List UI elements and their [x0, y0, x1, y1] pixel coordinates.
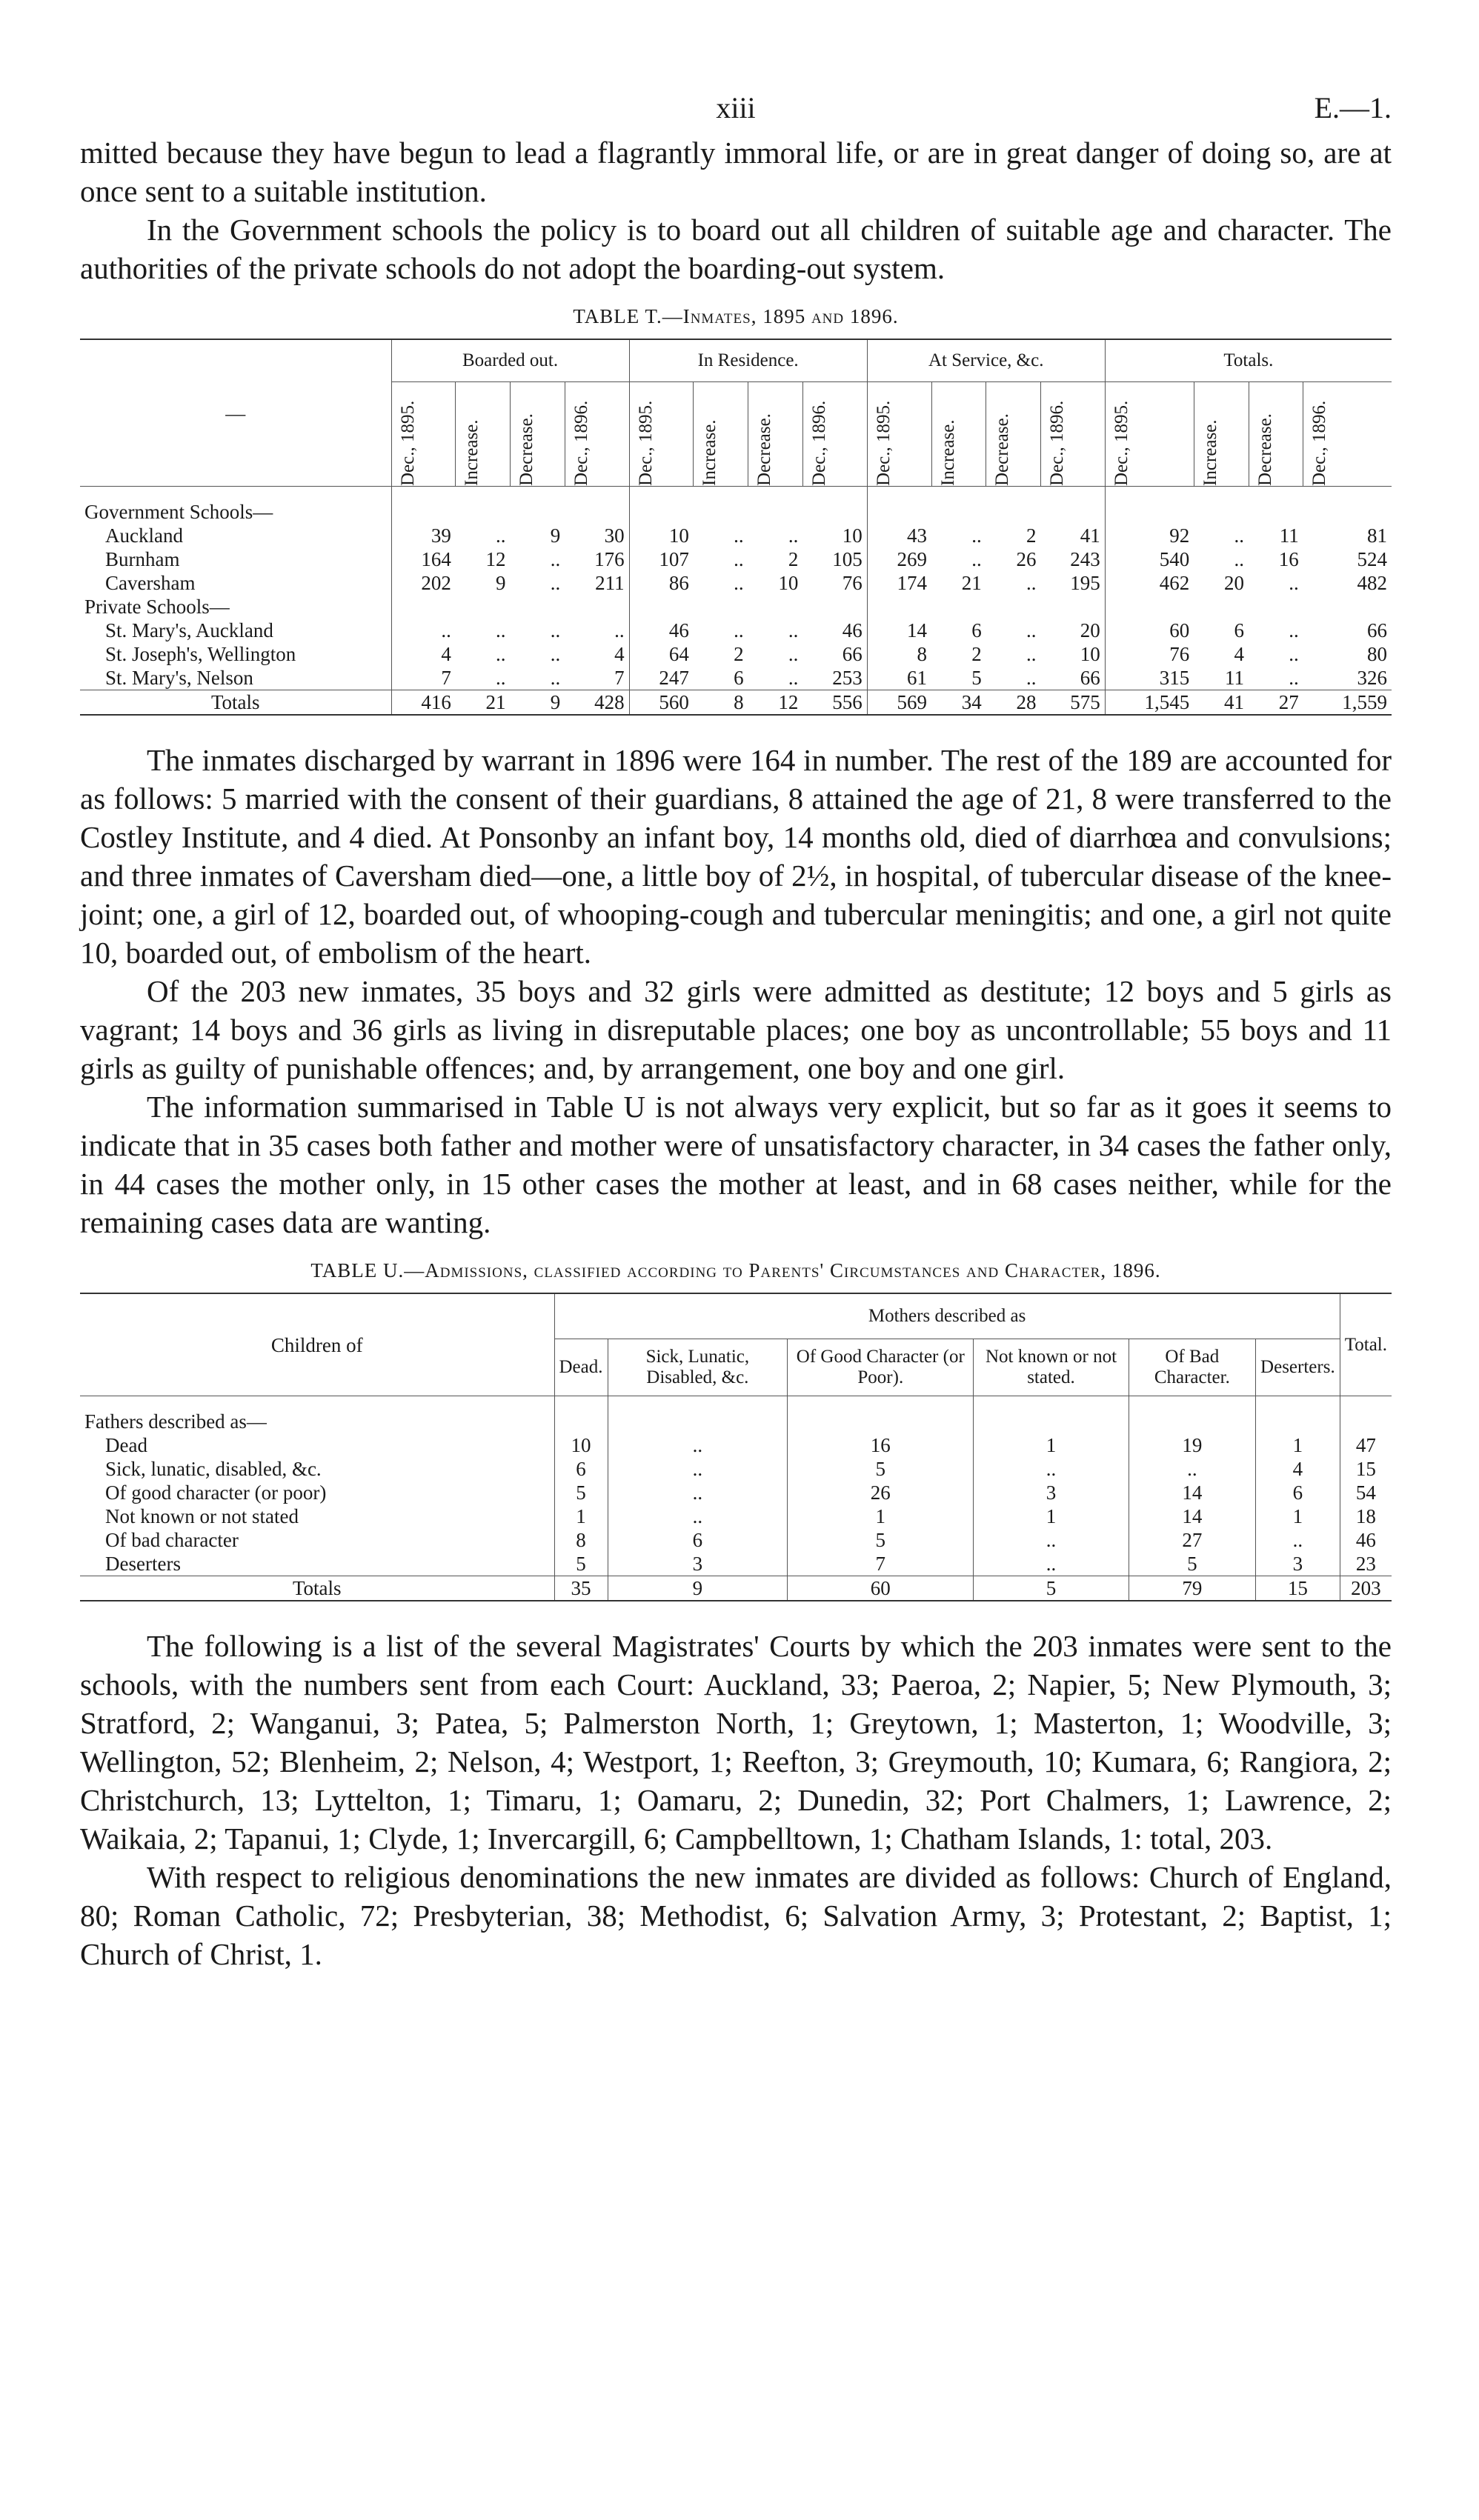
table-cell: 10: [1080, 643, 1100, 665]
table-cell: 41: [1080, 524, 1100, 547]
table-cell: 2: [734, 643, 744, 665]
table-cell: ..: [1234, 524, 1244, 547]
table-total-cell: 27: [1249, 690, 1303, 716]
table-cell: ..: [550, 619, 561, 641]
table-cell: ..: [1289, 619, 1299, 641]
table-cell: ..: [1289, 572, 1299, 594]
table-total-cell: 1,559: [1303, 690, 1392, 716]
table-cell: 7: [391, 666, 456, 690]
table-cell: ..: [496, 667, 506, 689]
table-cell: ..: [608, 1481, 788, 1504]
table-t-group-in-residence: In Residence.: [629, 339, 867, 382]
table-cell: 4: [1234, 643, 1244, 665]
table-row-label: St. Mary's, Nelson: [105, 667, 253, 689]
table-cell: 16: [788, 1433, 974, 1457]
table-row: [80, 1481, 1392, 1504]
table-row: [80, 619, 1392, 642]
table-u-fathers-label: Fathers described as—: [84, 1410, 267, 1433]
table-cell: 253: [832, 667, 863, 689]
table-row: [80, 547, 1392, 571]
table-t-caption: [80, 305, 1392, 328]
table-cell: ..: [1026, 667, 1037, 689]
table-total-cell: 12: [748, 690, 803, 716]
table-cell: ..: [614, 619, 625, 641]
table-t-subheader: [391, 382, 456, 487]
table-t-subheader: [1040, 382, 1105, 487]
table-cell: 2: [788, 548, 799, 570]
table-cell: 8: [554, 1528, 608, 1552]
table-cell: 4: [614, 643, 625, 665]
table-t-subheader-label: Dec., 1895.: [1111, 400, 1131, 486]
table-t-group-boarded-out: Boarded out.: [391, 339, 629, 382]
table-u-total-header: Total.: [1340, 1293, 1392, 1396]
table-t-subheader: [986, 382, 1041, 487]
table-cell: 20: [1080, 619, 1100, 641]
table-u-mothers-described: Mothers described as: [554, 1293, 1340, 1339]
table-section-row: [80, 1410, 1392, 1433]
table-cell: ..: [734, 572, 744, 594]
table-cell: 195: [1070, 572, 1100, 594]
table-cell: ..: [1129, 1457, 1255, 1481]
table-cell: 3: [1256, 1552, 1340, 1576]
table-cell: ..: [971, 548, 982, 570]
table-total-cell: 8: [694, 690, 748, 716]
table-total-cell: 79: [1129, 1576, 1255, 1601]
table-cell: 540: [1105, 547, 1194, 571]
table-cell: ..: [734, 524, 744, 547]
table-cell: 6: [1234, 619, 1244, 641]
table-u-caption: [80, 1259, 1392, 1282]
table-t-subheader-label: Decrease.: [516, 413, 537, 486]
table-cell: 5: [788, 1457, 974, 1481]
table-cell: 524: [1357, 548, 1387, 570]
table-cell: ..: [496, 524, 506, 547]
table-t-subheader: [1303, 382, 1392, 487]
table-total-cell: 60: [788, 1576, 974, 1601]
table-row: [80, 1433, 1392, 1457]
table-cell: 46: [842, 619, 863, 641]
table-total-cell: 41: [1194, 690, 1249, 716]
table-t: [80, 339, 1392, 716]
table-cell: 4: [391, 642, 456, 666]
table-row-label: St. Joseph's, Wellington: [105, 643, 296, 665]
table-cell: ..: [1234, 548, 1244, 570]
table-cell: ..: [974, 1457, 1129, 1481]
table-cell: 2: [1026, 524, 1037, 547]
table-u-column-header: Of Good Character (or Poor).: [788, 1339, 974, 1396]
table-cell: ..: [971, 524, 982, 547]
page: [80, 81, 1392, 1973]
table-cell: 11: [1279, 524, 1299, 547]
table-cell: ..: [734, 548, 744, 570]
table-row: [80, 524, 1392, 547]
table-cell: ..: [734, 619, 744, 641]
table-cell: ..: [1026, 572, 1037, 594]
table-t-group-totals: Totals.: [1105, 339, 1392, 382]
table-section-row: [80, 595, 1392, 619]
table-cell: 80: [1367, 643, 1387, 665]
table-row-label: Burnham: [105, 548, 180, 570]
table-cell: 14: [1129, 1504, 1255, 1528]
table-cell: 66: [1080, 667, 1100, 689]
table-cell: 326: [1357, 667, 1387, 689]
table-cell: 202: [391, 571, 456, 595]
table-row-label: Not known or not stated: [105, 1505, 299, 1527]
table-total-cell: 416: [391, 690, 456, 716]
paragraph-magistrates-courts: The following is a list of the several Magistrates' Courts by which the 203 inmates were sent to the schools, with the numbers sent from each Court: Auckland, 33; Paeroa, 2; Napier, 5; New Plymouth, 3; Stratford, 2; Wanganui, 3; Patea, 5; Palmerston North, 1; Greytown, 1; Masterton, 1; Woodville, 3; Wellington, 52; Blenheim, 2; Nelson, 4; Westport, 1; Reefton, 3; Greymouth, 10; Kumara, 6; Rangiora, 2; Christchurch, 13; Lyttelton, 1; Timaru, 1; Oamaru, 2; Dunedin, 32; Port Chalmers, 1; Lawrence, 2; Waikaia, 2; Tapanui, 1; Clyde, 1; Invercargill, 6; Campbelltown, 1; Chatham Islands, 1: total, 203.: [80, 1629, 1392, 1856]
table-cell: 164: [391, 547, 456, 571]
table-t-subheader-label: Decrease.: [1254, 413, 1275, 486]
table-cell: ..: [391, 619, 456, 642]
table-cell: 18: [1340, 1504, 1392, 1528]
table-cell: 4: [1256, 1457, 1340, 1481]
page-header: [80, 81, 1392, 133]
table-t-subheader-label: Decrease.: [992, 413, 1013, 486]
table-cell: 30: [604, 524, 625, 547]
table-row: [80, 1457, 1392, 1481]
table-t-subheader-label: Dec., 1896.: [571, 400, 591, 486]
table-cell: 6: [734, 667, 744, 689]
table-cell: 269: [867, 547, 931, 571]
table-cell: ..: [974, 1528, 1129, 1552]
table-t-subheader: [748, 382, 803, 487]
table-cell: 12: [485, 548, 506, 570]
table-cell: ..: [788, 524, 799, 547]
table-t-caption-title: Inmates, 1895 and 1896.: [682, 305, 899, 327]
table-total-cell: 1,545: [1105, 690, 1194, 716]
table-u-totals-row: [80, 1576, 1392, 1601]
table-t-totals-row: [80, 690, 1392, 716]
table-cell: ..: [608, 1457, 788, 1481]
table-u-column-header: Dead.: [554, 1339, 608, 1396]
table-cell: 60: [1105, 619, 1194, 642]
table-cell: ..: [608, 1504, 788, 1528]
table-cell: ..: [974, 1552, 1129, 1576]
table-t-subheader: [1105, 382, 1194, 487]
table-cell: ..: [1289, 667, 1299, 689]
table-cell: 2: [971, 643, 982, 665]
table-u-column-header: Deserters.: [1256, 1339, 1340, 1396]
table-cell: 176: [594, 548, 625, 570]
table-cell: ..: [788, 643, 799, 665]
table-cell: 23: [1340, 1552, 1392, 1576]
table-cell: ..: [788, 667, 799, 689]
table-cell: ..: [496, 643, 506, 665]
table-total-cell: 35: [554, 1576, 608, 1601]
table-t-dash: —: [80, 339, 391, 487]
table-cell: 64: [629, 642, 694, 666]
table-u-column-header: Not known or not stated.: [974, 1339, 1129, 1396]
table-t-subheader-label: Increase.: [699, 419, 720, 486]
table-cell: 20: [1224, 572, 1244, 594]
table-cell: 462: [1105, 571, 1194, 595]
table-cell: 66: [842, 643, 863, 665]
table-t-subheader: [1194, 382, 1249, 487]
table-cell: ..: [1289, 643, 1299, 665]
table-cell: 1: [1256, 1433, 1340, 1457]
table-t-subheader-label: Increase.: [937, 419, 958, 486]
table-row: [80, 666, 1392, 690]
table-cell: 1: [554, 1504, 608, 1528]
table-u-children-of: Children of: [80, 1293, 554, 1396]
table-row: [80, 1504, 1392, 1528]
table-row: [80, 1552, 1392, 1576]
table-cell: ..: [608, 1433, 788, 1457]
table-cell: 21: [961, 572, 982, 594]
paragraph-continuation: mitted because they have begun to lead a flagrantly immoral life, or are in great danger of doing so, are at once sent to a suitable institution.: [80, 136, 1392, 208]
table-cell: 3: [608, 1552, 788, 1576]
table-t-subheader: [456, 382, 511, 487]
table-t-subheader-label: Increase.: [1200, 419, 1220, 486]
table-cell: 5: [554, 1481, 608, 1504]
table-t-subheader-label: Decrease.: [754, 413, 775, 486]
table-total-cell: 15: [1256, 1576, 1340, 1601]
table-cell: 66: [1367, 619, 1387, 641]
table-t-subheader-label: Dec., 1895.: [397, 400, 418, 486]
table-t-subheader: [931, 382, 986, 487]
table-u-column-header: Of Bad Character.: [1129, 1339, 1255, 1396]
table-cell: 9: [550, 524, 561, 547]
table-cell: 315: [1105, 666, 1194, 690]
table-t-subheader-label: Dec., 1895.: [635, 400, 656, 486]
table-cell: 5: [1129, 1552, 1255, 1576]
table-total-cell: 28: [986, 690, 1041, 716]
table-u-column-header: Sick, Lunatic, Disabled, &c.: [608, 1339, 788, 1396]
table-cell: 10: [629, 524, 694, 547]
table-cell: ..: [550, 548, 561, 570]
table-cell: ..: [788, 619, 799, 641]
table-cell: 61: [867, 666, 931, 690]
table-total-cell: 21: [456, 690, 511, 716]
table-section-row: [80, 500, 1392, 524]
table-t-subheader: [802, 382, 867, 487]
table-gap: [80, 487, 1392, 501]
table-row: [80, 1528, 1392, 1552]
table-t-subheader: [629, 382, 694, 487]
table-cell: ..: [1026, 643, 1037, 665]
table-cell: 8: [867, 642, 931, 666]
table-total-cell: 9: [608, 1576, 788, 1601]
table-row-label: St. Mary's, Auckland: [105, 619, 273, 641]
table-cell: 92: [1105, 524, 1194, 547]
table-t-subheader: [1249, 382, 1303, 487]
table-row-label: Of bad character: [105, 1529, 239, 1551]
table-total-cell: 5: [974, 1576, 1129, 1601]
table-cell: 7: [788, 1552, 974, 1576]
table-row-label: Of good character (or poor): [105, 1481, 327, 1504]
table-cell: 27: [1129, 1528, 1255, 1552]
table-cell: 46: [1340, 1528, 1392, 1552]
table-cell: 5: [971, 667, 982, 689]
table-cell: 76: [1105, 642, 1194, 666]
table-cell: 107: [629, 547, 694, 571]
table-cell: 1: [1256, 1504, 1340, 1528]
table-cell: 39: [391, 524, 456, 547]
table-u-caption-title: Admissions, classified according to Parents' Circumstances and Character, 1896.: [425, 1259, 1161, 1281]
paragraph-new-inmates: Of the 203 new inmates, 35 boys and 32 girls were admitted as destitute; 12 boys and 5 girls as vagrant; 14 boys and 36 girls as living in disreputable places; one boy as uncontrollable; 55 boys and 11 girls as guilty of punishable offences; and, by arrangement, one boy and one girl.: [80, 974, 1392, 1085]
table-gap: [80, 1396, 1392, 1410]
table-cell: ..: [550, 667, 561, 689]
page-number: xiii: [716, 91, 756, 124]
table-cell: 16: [1278, 548, 1299, 570]
table-t-subheader-label: Dec., 1896.: [808, 400, 829, 486]
table-cell: 54: [1340, 1481, 1392, 1504]
table-cell: 10: [554, 1433, 608, 1457]
table-cell: 10: [778, 572, 799, 594]
table-row-label: Sick, lunatic, disabled, &c.: [105, 1458, 322, 1480]
table-cell: 15: [1340, 1457, 1392, 1481]
table-total-cell: 34: [931, 690, 986, 716]
table-total-cell: 203: [1340, 1576, 1392, 1601]
table-cell: 11: [1225, 667, 1244, 689]
table-cell: 14: [1129, 1481, 1255, 1504]
table-row-label: Caversham: [105, 572, 196, 594]
table-row-label: Auckland: [105, 524, 183, 547]
table-cell: 243: [1070, 548, 1100, 570]
table-total-cell: 428: [565, 690, 629, 716]
table-row-label: Dead: [105, 1434, 147, 1456]
table-row-label: Deserters: [105, 1553, 181, 1575]
table-cell: 1: [788, 1504, 974, 1528]
table-u-totals-label: Totals: [80, 1576, 554, 1601]
table-t-subheader-label: Dec., 1896.: [1046, 400, 1067, 486]
table-cell: 5: [788, 1528, 974, 1552]
table-cell: 47: [1340, 1433, 1392, 1457]
table-cell: ..: [496, 619, 506, 641]
table-cell: ..: [1026, 619, 1037, 641]
table-cell: 174: [867, 571, 931, 595]
table-t-subheader: [867, 382, 931, 487]
table-cell: 211: [595, 572, 625, 594]
table-t-subheader: [694, 382, 748, 487]
table-cell: 26: [788, 1481, 974, 1504]
table-cell: 76: [842, 572, 863, 594]
table-cell: 6: [554, 1457, 608, 1481]
table-cell: 10: [842, 524, 863, 547]
table-cell: 6: [1256, 1481, 1340, 1504]
table-cell: ..: [1256, 1528, 1340, 1552]
paragraph-boarding-policy: In the Government schools the policy is to board out all children of suitable age and character. The authorities of the private schools do not adopt the boarding-out system.: [80, 213, 1392, 285]
table-t-subheader-label: Increase.: [462, 419, 482, 486]
table-cell: 5: [554, 1552, 608, 1576]
table-cell: ..: [550, 643, 561, 665]
paragraph-table-u-summary: The information summarised in Table U is not always very explicit, but so far as it goes it seems to indicate that in 35 cases both father and mother were of unsatisfactory character, in 34 cases the father only, in 44 cases the mother only, in 15 other cases the mother at least, and in 68 cases neither, while for the remaining cases data are wanting.: [80, 1090, 1392, 1239]
table-cell: 3: [974, 1481, 1129, 1504]
table-t-caption-prefix: TABLE T.—: [573, 305, 683, 327]
table-t-section-government: Government Schools—: [84, 501, 273, 523]
table-t-group-at-service: At Service, &c.: [867, 339, 1105, 382]
table-cell: 6: [608, 1528, 788, 1552]
table-total-cell: 569: [867, 690, 931, 716]
table-t-subheader: [511, 382, 565, 487]
table-total-cell: 575: [1040, 690, 1105, 716]
table-cell: 46: [629, 619, 694, 642]
table-cell: 26: [1016, 548, 1037, 570]
table-cell: 43: [867, 524, 931, 547]
table-cell: 247: [629, 666, 694, 690]
table-u: [80, 1293, 1392, 1601]
table-cell: 1: [974, 1504, 1129, 1528]
table-cell: 9: [496, 572, 506, 594]
table-total-cell: 9: [511, 690, 565, 716]
table-cell: 19: [1129, 1433, 1255, 1457]
table-cell: 7: [614, 667, 625, 689]
table-cell: 86: [629, 571, 694, 595]
table-t-subheader-label: Dec., 1896.: [1309, 400, 1330, 486]
paragraph-discharged: The inmates discharged by warrant in 1896 were 164 in number. The rest of the 189 are accounted for as follows: 5 married with the consent of their guardians, 8 attained the age of 21, 8 were transferred to the Costley Institute, and 4 died. At Ponsonby an infant boy, 14 months old, died of diarrhœa and convulsions; and three inmates of Caversham died—one, a little boy of 2½, in hospital, of tubercular disease of the knee-joint; one, a girl of 12, boarded out, of whooping-cough and tubercular meningitis; and one, a girl not quite 10, boarded out, of embolism of the heart.: [80, 743, 1392, 970]
table-t-subheader-label: Dec., 1895.: [873, 400, 894, 486]
table-t-subheader: [565, 382, 629, 487]
table-t-section-private: Private Schools—: [84, 596, 230, 618]
table-row: [80, 571, 1392, 595]
table-cell: 1: [974, 1433, 1129, 1457]
table-total-cell: 556: [802, 690, 867, 716]
paragraph-religious-denominations: With respect to religious denominations the new inmates are divided as follows: Church of England, 80; Roman Catholic, 72; Presbyterian, 38; Methodist, 6; Salvation Army, 3; Protestant, 2; Baptist, 1; Church of Christ, 1.: [80, 1860, 1392, 1971]
table-total-cell: 560: [629, 690, 694, 716]
table-cell: ..: [550, 572, 561, 594]
table-cell: 14: [867, 619, 931, 642]
table-cell: 6: [971, 619, 982, 641]
table-row: [80, 642, 1392, 666]
table-cell: 81: [1367, 524, 1387, 547]
table-cell: 105: [832, 548, 863, 570]
table-t-totals-label: Totals: [80, 690, 391, 716]
table-cell: 482: [1357, 572, 1387, 594]
table-u-caption-prefix: TABLE U.—: [310, 1259, 425, 1281]
document-code: E.—1.: [1314, 91, 1392, 124]
